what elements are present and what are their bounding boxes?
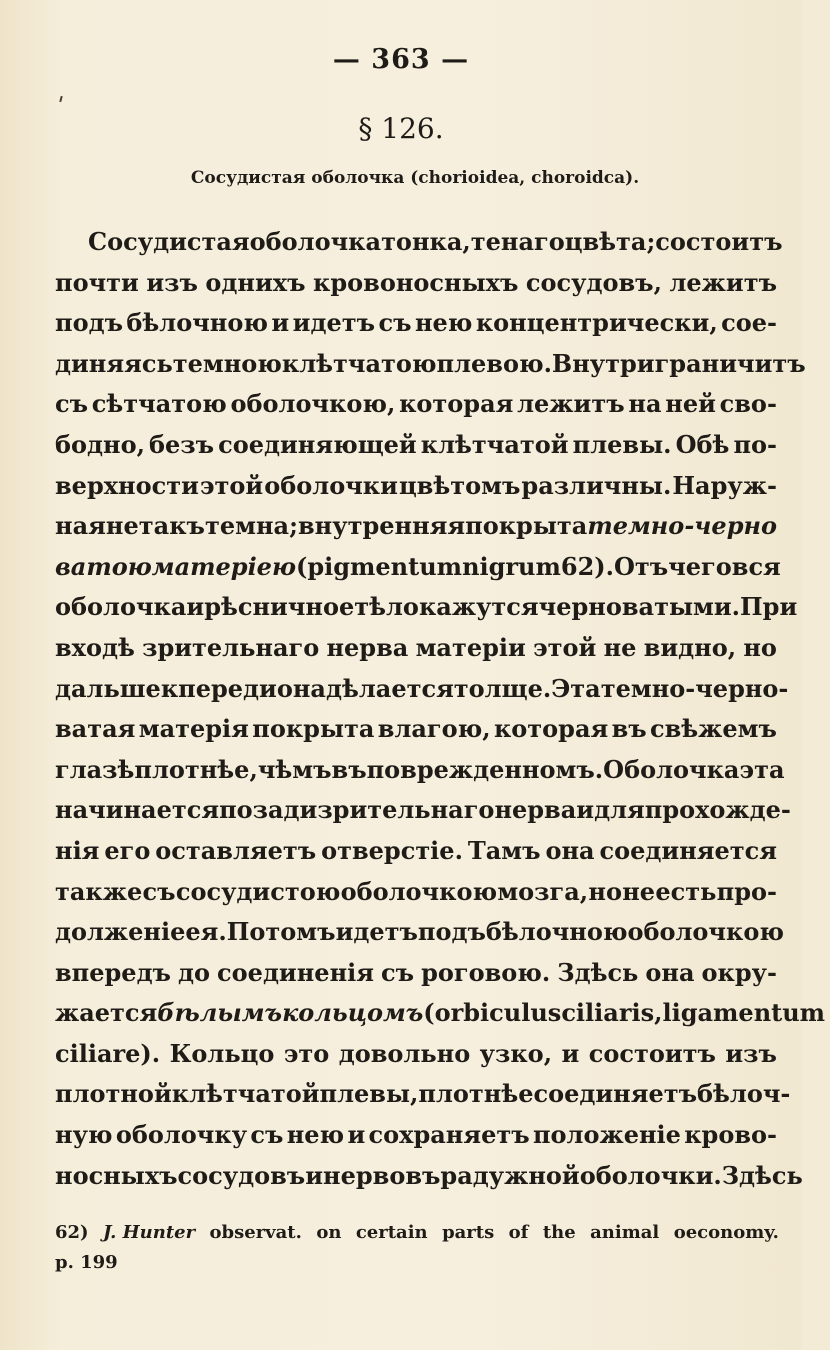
word: ciliaris, — [561, 998, 663, 1028]
footnote-word: oeconomy. — [673, 1222, 779, 1243]
word: клѣтчатою — [281, 348, 437, 378]
word: толще. — [453, 673, 552, 703]
word: по- — [733, 429, 777, 459]
word: Тамъ — [467, 835, 541, 865]
word: плевы. — [572, 429, 672, 459]
footnote-author: J. Hunter — [103, 1222, 196, 1243]
word: кровоносныхъ — [313, 267, 519, 297]
word: глазѣ — [55, 754, 135, 784]
word: впередъ — [55, 957, 171, 987]
word: такъ — [138, 511, 205, 541]
word: свѣжемъ — [650, 714, 777, 744]
word: Внутри — [551, 348, 655, 378]
word: нiя — [55, 835, 100, 865]
body-text — [55, 222, 826, 1196]
text-line — [55, 872, 777, 913]
footnote-word: the — [542, 1222, 576, 1243]
text-line — [55, 303, 777, 344]
word: вся — [731, 551, 781, 581]
word: темна; — [204, 511, 298, 541]
word: бодно, — [55, 429, 145, 459]
word: чѣмъ — [257, 754, 332, 784]
word: ея. — [185, 917, 227, 947]
word: ciliare). — [55, 1038, 161, 1068]
word: она — [545, 835, 595, 865]
word: и — [186, 592, 205, 622]
word: Наруж- — [672, 470, 777, 500]
word: окру- — [701, 957, 777, 987]
word: подъ — [417, 917, 486, 947]
word: но — [743, 632, 777, 662]
word: граничитъ — [654, 348, 806, 378]
word: поврежденномъ. — [366, 754, 604, 784]
word: бѣлымъ — [157, 998, 283, 1028]
word: про- — [716, 876, 777, 906]
word: соединяетъ — [533, 1079, 698, 1109]
word: не — [622, 876, 656, 906]
word: (pigmentum — [295, 551, 463, 581]
word: не — [603, 632, 637, 662]
footnote-line — [55, 1248, 779, 1278]
word: чего — [668, 551, 732, 581]
word: оболочкою, — [230, 389, 396, 419]
word: Обѣ — [675, 429, 730, 459]
text-line — [55, 506, 777, 547]
word: различны. — [521, 470, 672, 500]
text-line — [55, 831, 777, 872]
word: однихъ — [205, 267, 306, 297]
word: лежитъ — [517, 389, 625, 419]
word: внутренняя — [297, 511, 466, 541]
word: нею — [414, 308, 473, 338]
word: нерва — [494, 795, 577, 825]
word: входѣ — [55, 632, 135, 662]
footnote-word: on — [316, 1222, 342, 1243]
word: но — [588, 876, 622, 906]
word: съ — [55, 389, 89, 419]
word: 62). — [560, 551, 615, 581]
word: ная — [55, 511, 106, 541]
word: бѣлочною — [126, 308, 268, 338]
word: наго — [500, 227, 565, 256]
word: бѣлоч- — [697, 1079, 791, 1109]
word: Отъ — [614, 551, 669, 581]
word: съ — [250, 1120, 284, 1150]
word: те — [470, 227, 501, 256]
word: сое- — [721, 308, 777, 338]
word: соединяющей — [218, 429, 417, 459]
word: которая — [493, 714, 609, 744]
word: оставляетъ — [155, 835, 317, 865]
word: радужной — [440, 1160, 580, 1190]
word: рѣсничное — [204, 592, 355, 622]
word: роговою. — [421, 957, 551, 987]
word: начинается — [55, 795, 220, 825]
word: крово- — [684, 1120, 777, 1150]
word: безъ — [149, 429, 215, 459]
word: этой — [533, 632, 597, 662]
footnote-page-ref: p. 199 — [55, 1252, 118, 1273]
word: ватая — [55, 714, 136, 744]
footnote-word: of — [508, 1222, 529, 1243]
word: Эта — [551, 673, 601, 703]
word: бѣлочною — [485, 917, 628, 947]
word: подъ — [55, 308, 123, 338]
word: и — [561, 1038, 580, 1068]
text-line — [55, 1156, 803, 1197]
footnote-word: parts — [442, 1222, 495, 1243]
footnote-line — [55, 1218, 779, 1248]
word: черноватыми. — [538, 592, 741, 622]
word: ватою — [55, 551, 152, 581]
page-number: — 363 — — [332, 44, 470, 75]
word: nigrum — [462, 551, 561, 581]
word: дальше — [55, 673, 161, 703]
word: на — [628, 389, 662, 419]
word: Кольцо — [169, 1038, 275, 1068]
word: покрыта — [252, 714, 375, 744]
text-line — [55, 912, 784, 953]
word: видно, — [643, 632, 737, 662]
word: нею — [286, 1120, 345, 1150]
word: ную — [55, 1120, 113, 1150]
word: оболочкою — [340, 876, 498, 906]
word: кольцомъ — [282, 998, 424, 1028]
word: нерва — [326, 632, 409, 662]
word: матерiи — [415, 632, 526, 662]
text-line — [55, 1034, 777, 1075]
word: съ — [381, 957, 415, 987]
word: сво- — [719, 389, 777, 419]
text-line — [55, 222, 783, 263]
word: узко, — [479, 1038, 553, 1068]
text-line — [55, 1115, 777, 1156]
word: позади — [219, 795, 318, 825]
footnote-number: 62) — [55, 1222, 89, 1243]
word: отверстiе. — [321, 835, 463, 865]
word: она — [645, 957, 695, 987]
word: (orbiculus — [423, 998, 562, 1028]
text-line — [55, 263, 777, 304]
word: она — [276, 673, 326, 703]
text-line — [55, 750, 785, 791]
word: плотнѣе — [418, 1079, 534, 1109]
section-number: § 126. — [358, 112, 444, 145]
word: цвѣта; — [564, 227, 656, 256]
word: эта — [739, 754, 785, 784]
text-line — [55, 628, 777, 669]
word: и — [305, 1160, 324, 1190]
word: нервовъ — [323, 1160, 441, 1190]
word: долженiе — [55, 917, 186, 947]
word: оболочка — [249, 227, 382, 256]
word: дѣлается — [325, 673, 454, 703]
word: диняясь — [55, 348, 173, 378]
word: концентрически, — [475, 308, 718, 338]
word: въ — [611, 714, 647, 744]
word: идетъ — [292, 308, 376, 338]
text-line — [55, 587, 798, 628]
word: и — [347, 1120, 366, 1150]
word: соединяется — [599, 835, 777, 865]
word: цвѣтомъ — [398, 470, 521, 500]
word: влагою, — [377, 714, 491, 744]
word: сосудовъ, — [525, 267, 662, 297]
word: тонка, — [381, 227, 471, 256]
word: клѣтчатой — [420, 429, 569, 459]
word: ligamentum — [662, 998, 826, 1028]
word: прохожде- — [644, 795, 791, 825]
word: оболочкою — [627, 917, 784, 947]
ink-mark — [59, 96, 62, 102]
word: также — [55, 876, 143, 906]
word: плотнѣе, — [134, 754, 258, 784]
word: плотной — [55, 1079, 172, 1109]
word: матерiя — [138, 714, 249, 744]
word: есть — [655, 876, 717, 906]
word: темною — [172, 348, 282, 378]
word: Здѣсь — [557, 957, 639, 987]
text-line — [55, 344, 806, 385]
word: зрительнаго — [317, 795, 495, 825]
text-line — [55, 993, 826, 1034]
word: это — [283, 1038, 330, 1068]
word: мозга, — [497, 876, 589, 906]
word: почти — [55, 267, 139, 297]
word: его — [104, 835, 151, 865]
word: оболочки.Здѣсь — [579, 1160, 803, 1190]
word: лежитъ — [669, 267, 777, 297]
text-line — [55, 466, 777, 507]
word: сосудовъ — [177, 1160, 306, 1190]
word: состоитъ — [588, 1038, 716, 1068]
word: сосудистою — [175, 876, 341, 906]
word: матерiею — [151, 551, 296, 581]
footnote-word: observat. — [209, 1222, 302, 1243]
text-line — [55, 1074, 791, 1115]
word: и — [271, 308, 290, 338]
text-line — [55, 384, 777, 425]
text-line — [55, 790, 791, 831]
word: носныхъ — [55, 1160, 178, 1190]
section-title: Сосудистая оболочка (chorioidea, choroidca). — [190, 168, 640, 188]
word: оболочку — [115, 1120, 248, 1150]
text-line — [55, 547, 781, 588]
text-line — [55, 953, 777, 994]
footnote-word: certain — [355, 1222, 428, 1243]
word: соединенiя — [217, 957, 374, 987]
word: кпереди — [160, 673, 277, 703]
word: состоитъ — [655, 227, 783, 256]
word: которая — [399, 389, 514, 419]
word: съ — [142, 876, 176, 906]
word: изъ — [725, 1038, 777, 1068]
word: тѣло — [354, 592, 419, 622]
word: темно-черно — [587, 511, 777, 541]
word: Потомъ — [226, 917, 336, 947]
word: темно-черно- — [600, 673, 789, 703]
word: При — [740, 592, 798, 622]
word: кажутся — [418, 592, 539, 622]
word: плевою. — [436, 348, 552, 378]
word: въ — [331, 754, 367, 784]
word: клѣтчатой — [171, 1079, 320, 1109]
word: сохраняетъ — [368, 1120, 530, 1150]
word: этой — [199, 470, 264, 500]
word: верхности — [55, 470, 199, 500]
word: покрыта — [465, 511, 588, 541]
word: Оболочка — [603, 754, 740, 784]
word: ней — [665, 389, 716, 419]
word: оболочка — [55, 592, 187, 622]
footnote-word: animal — [590, 1222, 660, 1243]
word: не — [105, 511, 139, 541]
word: изъ — [146, 267, 198, 297]
text-line — [55, 425, 777, 466]
word: Сосудистая — [88, 227, 250, 256]
word: съ — [378, 308, 412, 338]
text-line — [55, 669, 789, 710]
word: зрительнаго — [142, 632, 320, 662]
word: сѣтчатою — [91, 389, 227, 419]
footnote — [55, 1218, 779, 1278]
word: и — [576, 795, 595, 825]
word: идетъ — [335, 917, 418, 947]
text-line — [55, 709, 777, 750]
word: положенiе — [532, 1120, 681, 1150]
word: довольно — [338, 1038, 471, 1068]
word: плевы, — [319, 1079, 419, 1109]
word: для — [594, 795, 645, 825]
word: жается — [55, 998, 158, 1028]
word: оболочки — [264, 470, 398, 500]
word: до — [178, 957, 211, 987]
